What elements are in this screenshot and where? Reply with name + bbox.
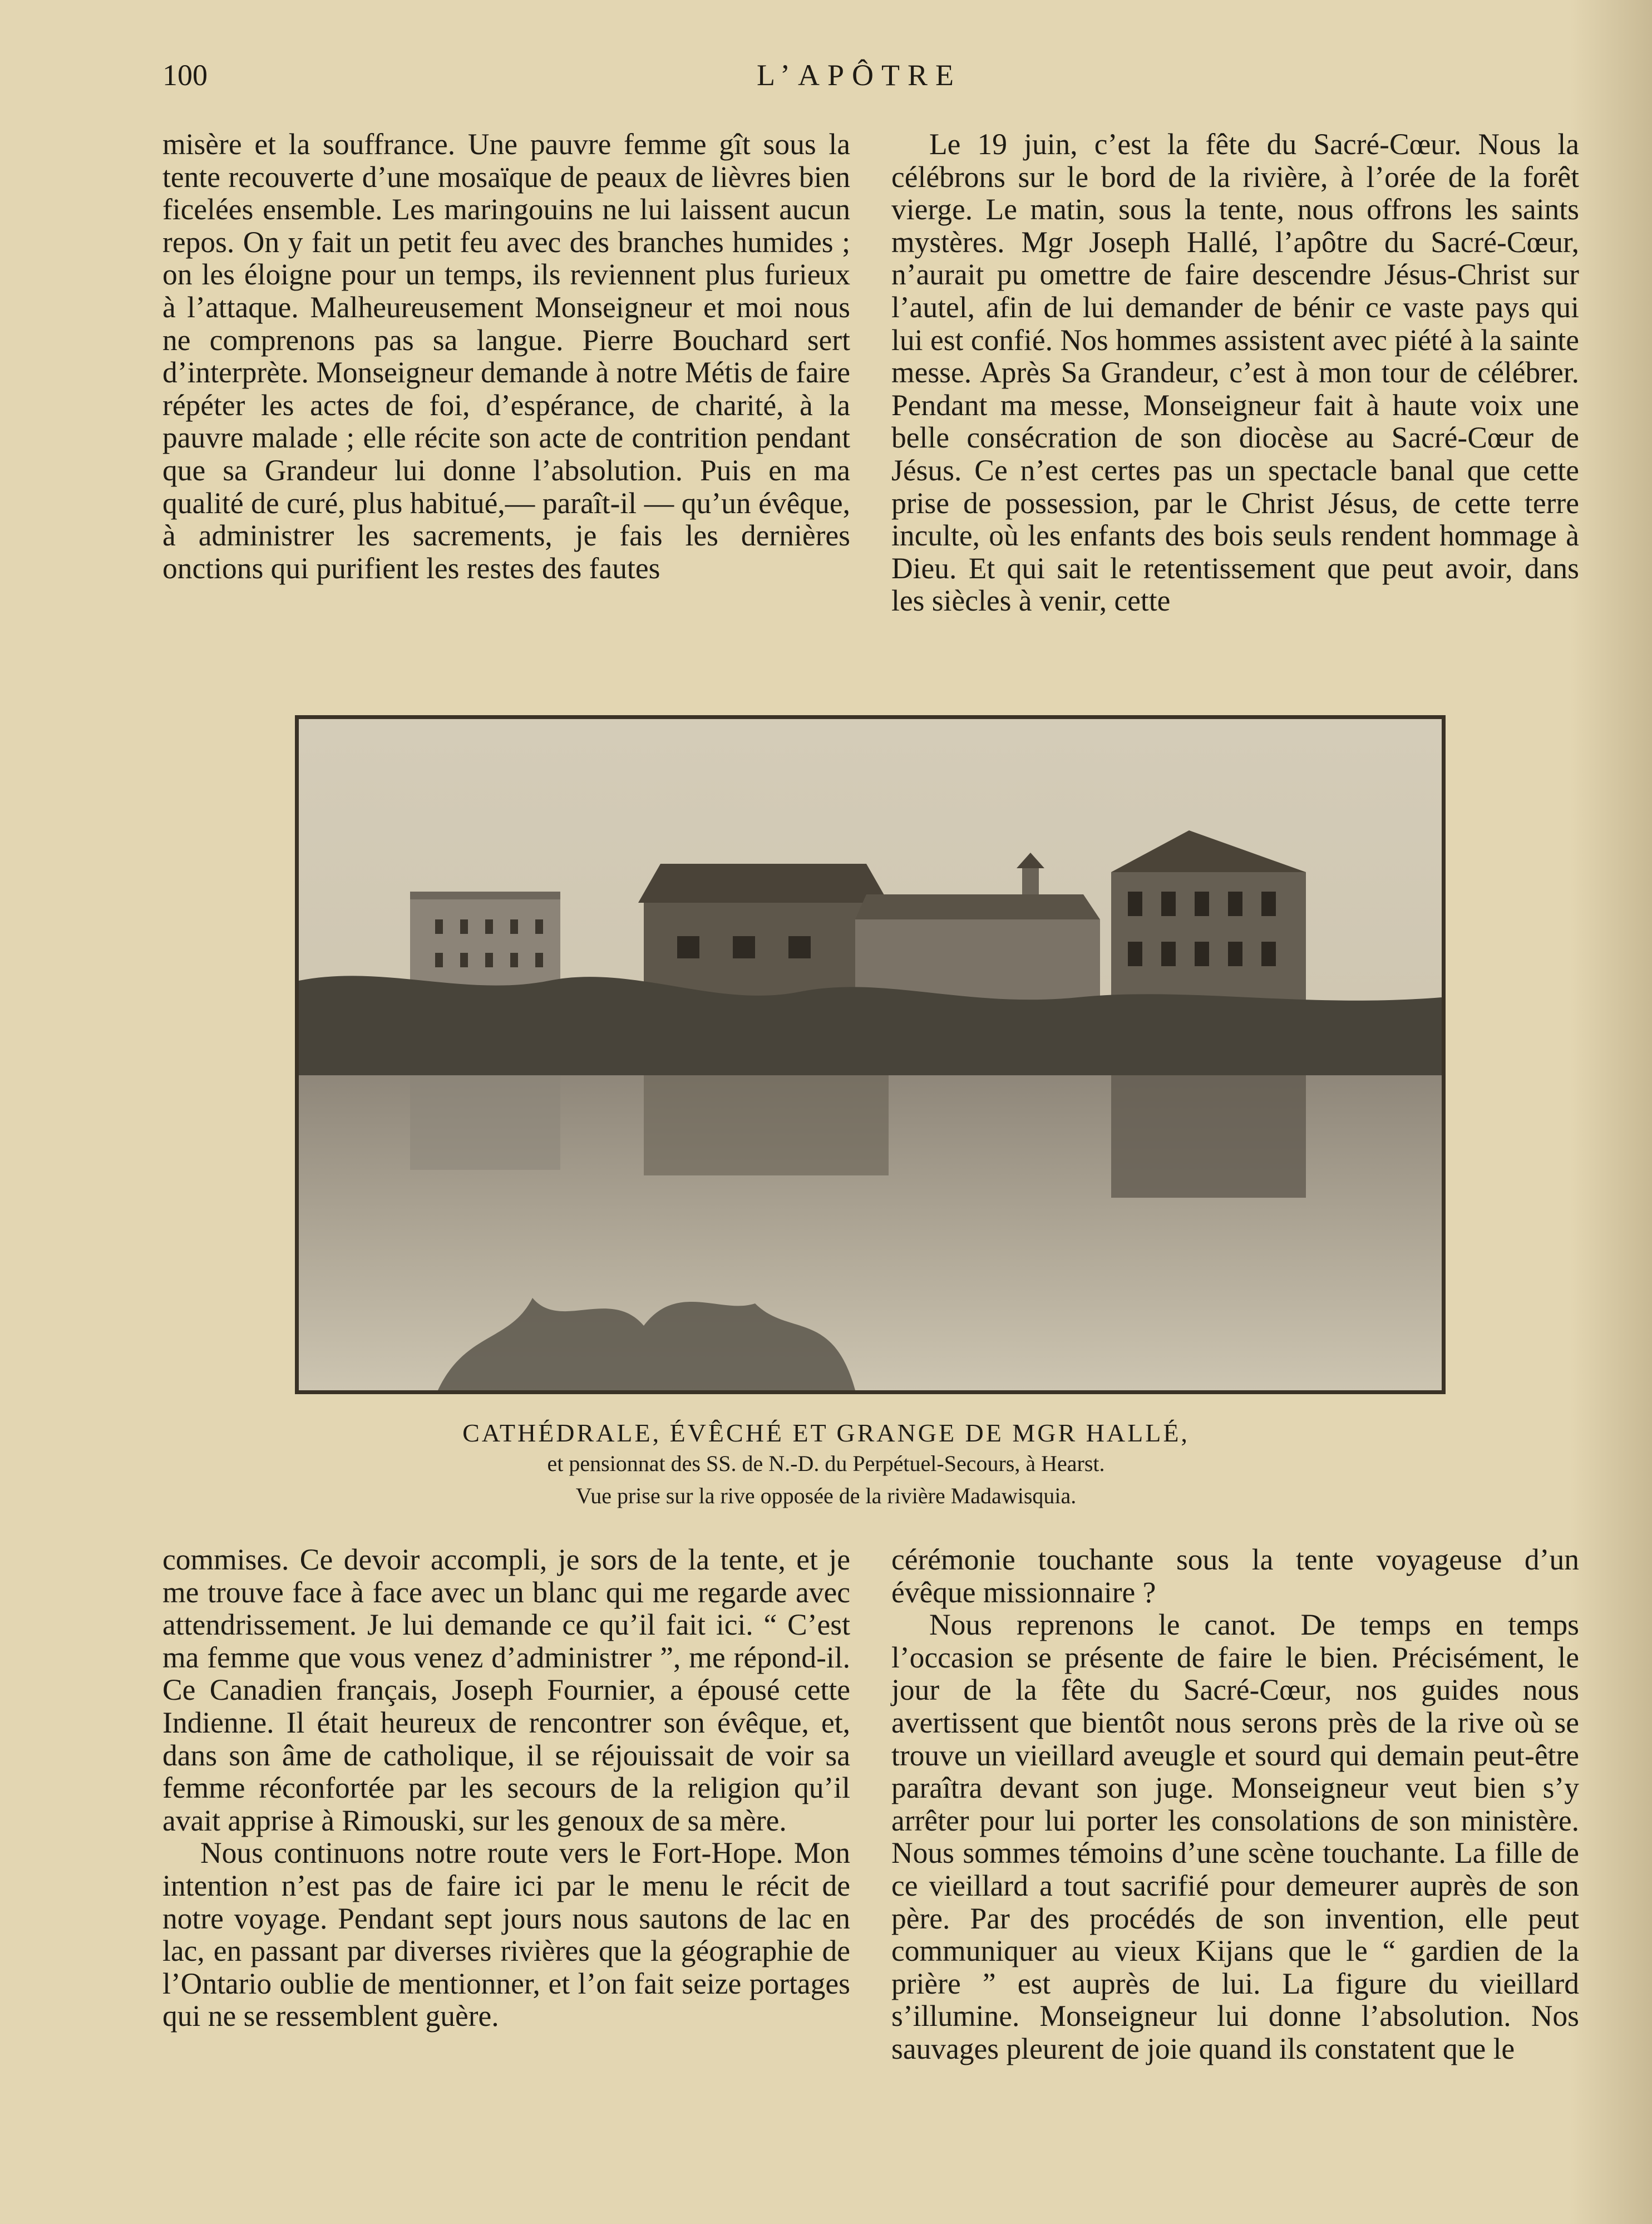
- bottom-left-column: [162, 1543, 850, 2033]
- top-left-column: [162, 128, 850, 584]
- figure-caption-line: et pensionnat des SS. de N.-D. du Perpétuel-Secours, à Hearst.: [547, 1451, 1105, 1476]
- figure-caption-title: CATHÉDRALE, ÉVÊCHÉ ET GRANGE DE MGR HALLÉ,: [462, 1419, 1190, 1447]
- paragraph: Nous continuons notre route vers le Fort-Hope. Mon intention n’est pas de faire ici par le menu le récit de notre voyage. Pendant sept jours nous sautons de lac en lac, en passant par diverses rivières que la géographie de l’Ontario oublie de mentionner, et l’on fait seize portages qui ne se ressemblent guère.: [162, 1836, 850, 2033]
- figure-caption-line: Vue prise sur la rive opposée de la rivière Madawisquia.: [575, 1483, 1077, 1508]
- photo-illustration: [299, 719, 1442, 1390]
- paragraph: Le 19 juin, c’est la fête du Sacré-Cœur. Nous la célébrons sur le bord de la rivière, à l’orée de la forêt vierge. Le matin, sous la tente, nous offrons les saints mystères. Mgr Joseph Hallé, l’apôtre du Sacré-Cœur, n’aurait pu omettre de faire descendre Jésus-Christ sur l’autel, afin de lui demander de bénir ce vaste pays qui lui est confié. Nos hommes assistent avec piété à la sainte messe. Après Sa Grandeur, c’est à mon tour de célébrer. Pendant ma messe, Monseigneur fait à haute voix une belle consécration de son diocèse au Sacré-Cœur de Jésus. Ce n’est certes pas un spectacle banal que cette prise de possession, par le Christ Jésus, de cette terre inculte, où les enfants des bois seuls rendent hommage à Dieu. Et qui sait le retentissement que peut avoir, dans les siècles à venir, cette: [891, 127, 1579, 618]
- paragraph: commises. Ce devoir accompli, je sors de la tente, et je me trouve face à face avec un blanc qui me regarde avec attendrissement. Je lui demande ce qu’il fait ici. “ C’est ma femme que vous venez d’administrer ”, me répond-il. Ce Canadien français, Joseph Fournier, a épousé cette Indienne. Il était heureux de rencontrer son évêque, et, dans son âme de catholique, il se réjouissait de voir sa femme réconfortée par les secours de la religion qu’il avait apprise à Rimouski, sur les genoux de sa mère.: [162, 1543, 850, 1837]
- page-number: 100: [162, 58, 208, 92]
- top-right-column: [891, 128, 1579, 617]
- paragraph: misère et la souffrance. Une pauvre femme gît sous la tente recouverte d’une mosaïque de peaux de lièvres bien ficelées ensemble. Les maringouins ne lui laissent aucun repos. On y fait un petit feu avec des branches humides ; on les éloigne pour un temps, ils reviennent plus furieux à l’attaque. Malheureusement Monseigneur et moi nous ne comprenons pas sa langue. Pierre Bouchard sert d’interprète. Monseigneur demande à notre Métis de faire répéter les actes de foi, d’espérance, de charité, à la pauvre malade ; elle récite son acte de contrition pendant que sa Grandeur lui donne l’absolution. Puis en ma qualité de curé, plus habitué,— paraît-il — qu’un évêque, à administrer les sacrements, je fais les dernières onctions qui purifient les restes des fautes: [162, 127, 850, 585]
- paragraph: Nous reprenons le canot. De temps en temps l’occasion se présente de faire le bien. Précisément, le jour de la fête du Sacré-Cœur, nos guides nous avertissent que bientôt nous serons près de la rive où se trouve un vieillard aveugle et sourd qui demain peut-être paraîtra devant son juge. Monseigneur veut bien s’y arrêter pour lui porter les consolations de son ministère. Nous sommes témoins d’une scène touchante. La fille de ce vieillard a tout sacrifié pour demeurer auprès de son père. Par des procédés de son invention, elle peut communiquer au vieux Kijans que le “ gardien de la prière ” est auprès de lui. La figure du vieillard s’illumine. Monseigneur lui donne l’absolution. Nos sauvages pleurent de joie quand ils constatent que le: [891, 1608, 1579, 2065]
- photograph-cathedral-hearst: [295, 715, 1446, 1394]
- paragraph: cérémonie touchante sous la tente voyageuse d’un évêque missionnaire ?: [891, 1543, 1579, 1609]
- bottom-right-column: [891, 1543, 1579, 2065]
- running-title: L’APÔTRE: [757, 58, 962, 92]
